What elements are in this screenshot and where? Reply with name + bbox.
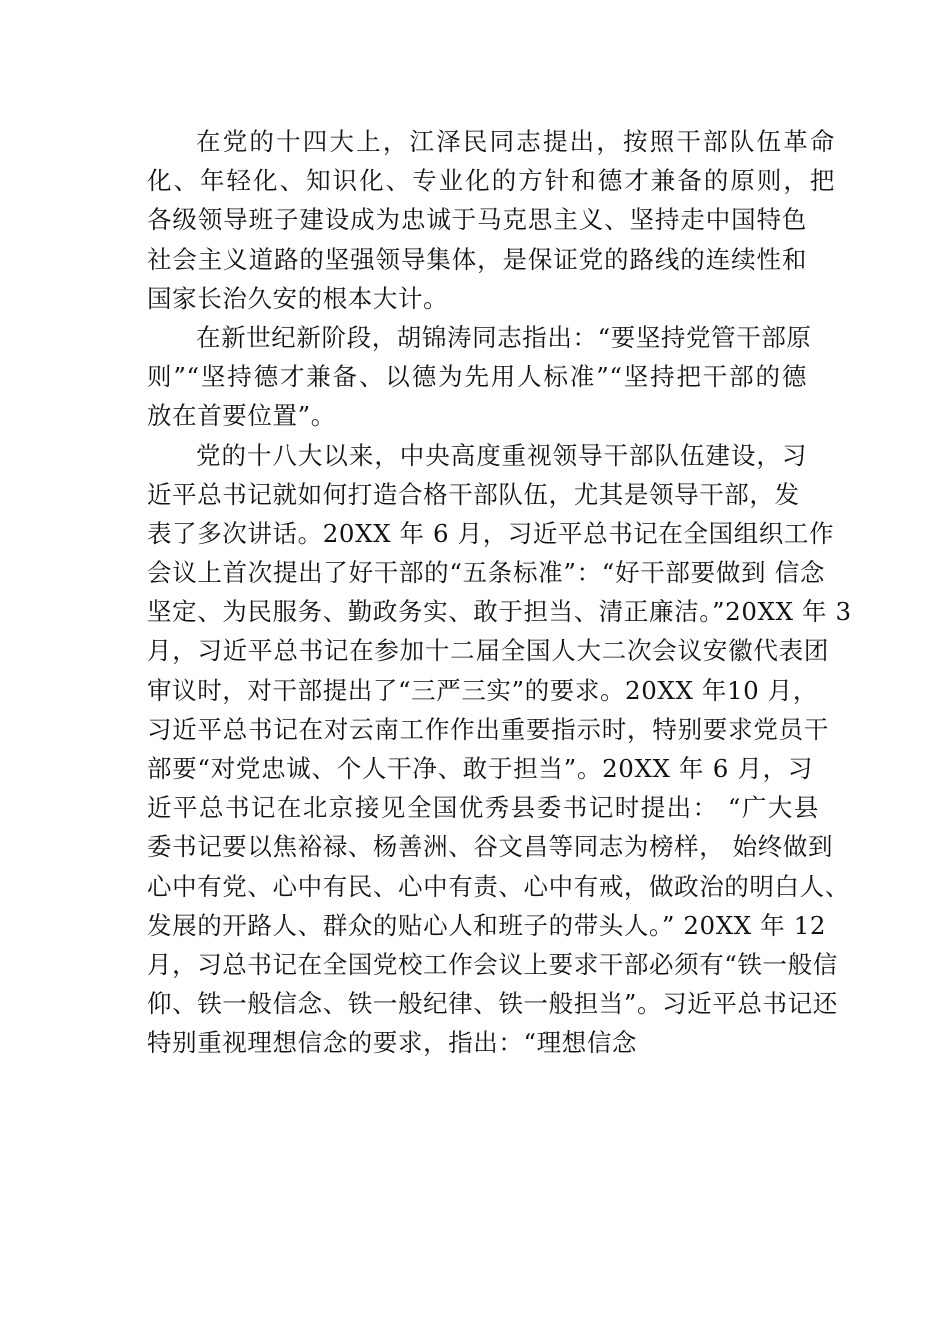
body-text bbox=[147, 122, 852, 1063]
text-line: 党的十八大以来，中央高度重视领导干部队伍建设，习 bbox=[196, 440, 807, 470]
text-line: 则”“坚持德才兼备、以德为先用人标准”“坚持把干部的德 bbox=[147, 362, 807, 392]
text-line: 坚定、为民服务、勤政务实、敢于担当、清正廉洁。”20XX 年 3 bbox=[147, 597, 852, 627]
text-line: 各级领导班子建设成为忠诚于马克思主义、坚持走中国特色 bbox=[147, 205, 807, 235]
text-line: 表了多次讲话。20XX 年 6 月，习近平总书记在全国组织工作 bbox=[147, 518, 835, 548]
text-line: 国家长治久安的根本大计。 bbox=[147, 283, 449, 313]
text-line: 月，习近平总书记在参加十二届全国人大二次会议安徽代表团 bbox=[147, 636, 829, 666]
text-line: 在党的十四大上，江泽民同志提出，按照干部队伍革命 bbox=[196, 127, 835, 156]
text-line: 放在首要位置”。 bbox=[147, 401, 336, 431]
text-line: 特别重视理想信念的要求，指出：“理想信念 bbox=[147, 1028, 638, 1058]
text-line: 发展的开路人、群众的贴心人和班子的带头人。” 20XX 年 12 bbox=[147, 910, 827, 940]
text-line: 仰、铁一般信念、铁一般纪律、铁一般担当”。习近平总书记还 bbox=[147, 989, 838, 1019]
text-line: 月，习总书记在全国党校工作会议上要求干部必须有“铁一般信 bbox=[147, 949, 838, 979]
text-line: 心中有党、心中有民、心中有责、心中有戒，做政治的明白人、 bbox=[147, 871, 850, 901]
text-line: 在新世纪新阶段，胡锦涛同志指出：“要坚持党管干部原 bbox=[196, 322, 812, 352]
text-line: 近平总书记就如何打造合格干部队伍，尤其是领导干部，发 bbox=[147, 479, 800, 509]
text-line: 近平总书记在北京接见全国优秀县委书记时提出： “广大县 bbox=[147, 793, 819, 823]
text-line: 会议上首次提出了好干部的“五条标准”：“好干部要做到 信念 bbox=[147, 558, 825, 588]
text-line: 习近平总书记在对云南工作作出重要指示时，特别要求党员干 bbox=[147, 714, 829, 744]
text-line: 委书记要以焦裕禄、杨善洲、谷文昌等同志为榜样， 始终做到 bbox=[147, 832, 834, 862]
text-line: 部要“对党忠诚、个人干净、敢于担当”。20XX 年 6 月，习 bbox=[147, 754, 813, 783]
text-line: 审议时，对干部提出了“三严三实”的要求。20XX 年10 月， bbox=[147, 675, 818, 705]
text-line: 社会主义道路的坚强领导集体，是保证党的路线的连续性和 bbox=[147, 244, 807, 274]
text-line: 化、年轻化、知识化、专业化的方针和德才兼备的原则，把 bbox=[147, 166, 835, 196]
